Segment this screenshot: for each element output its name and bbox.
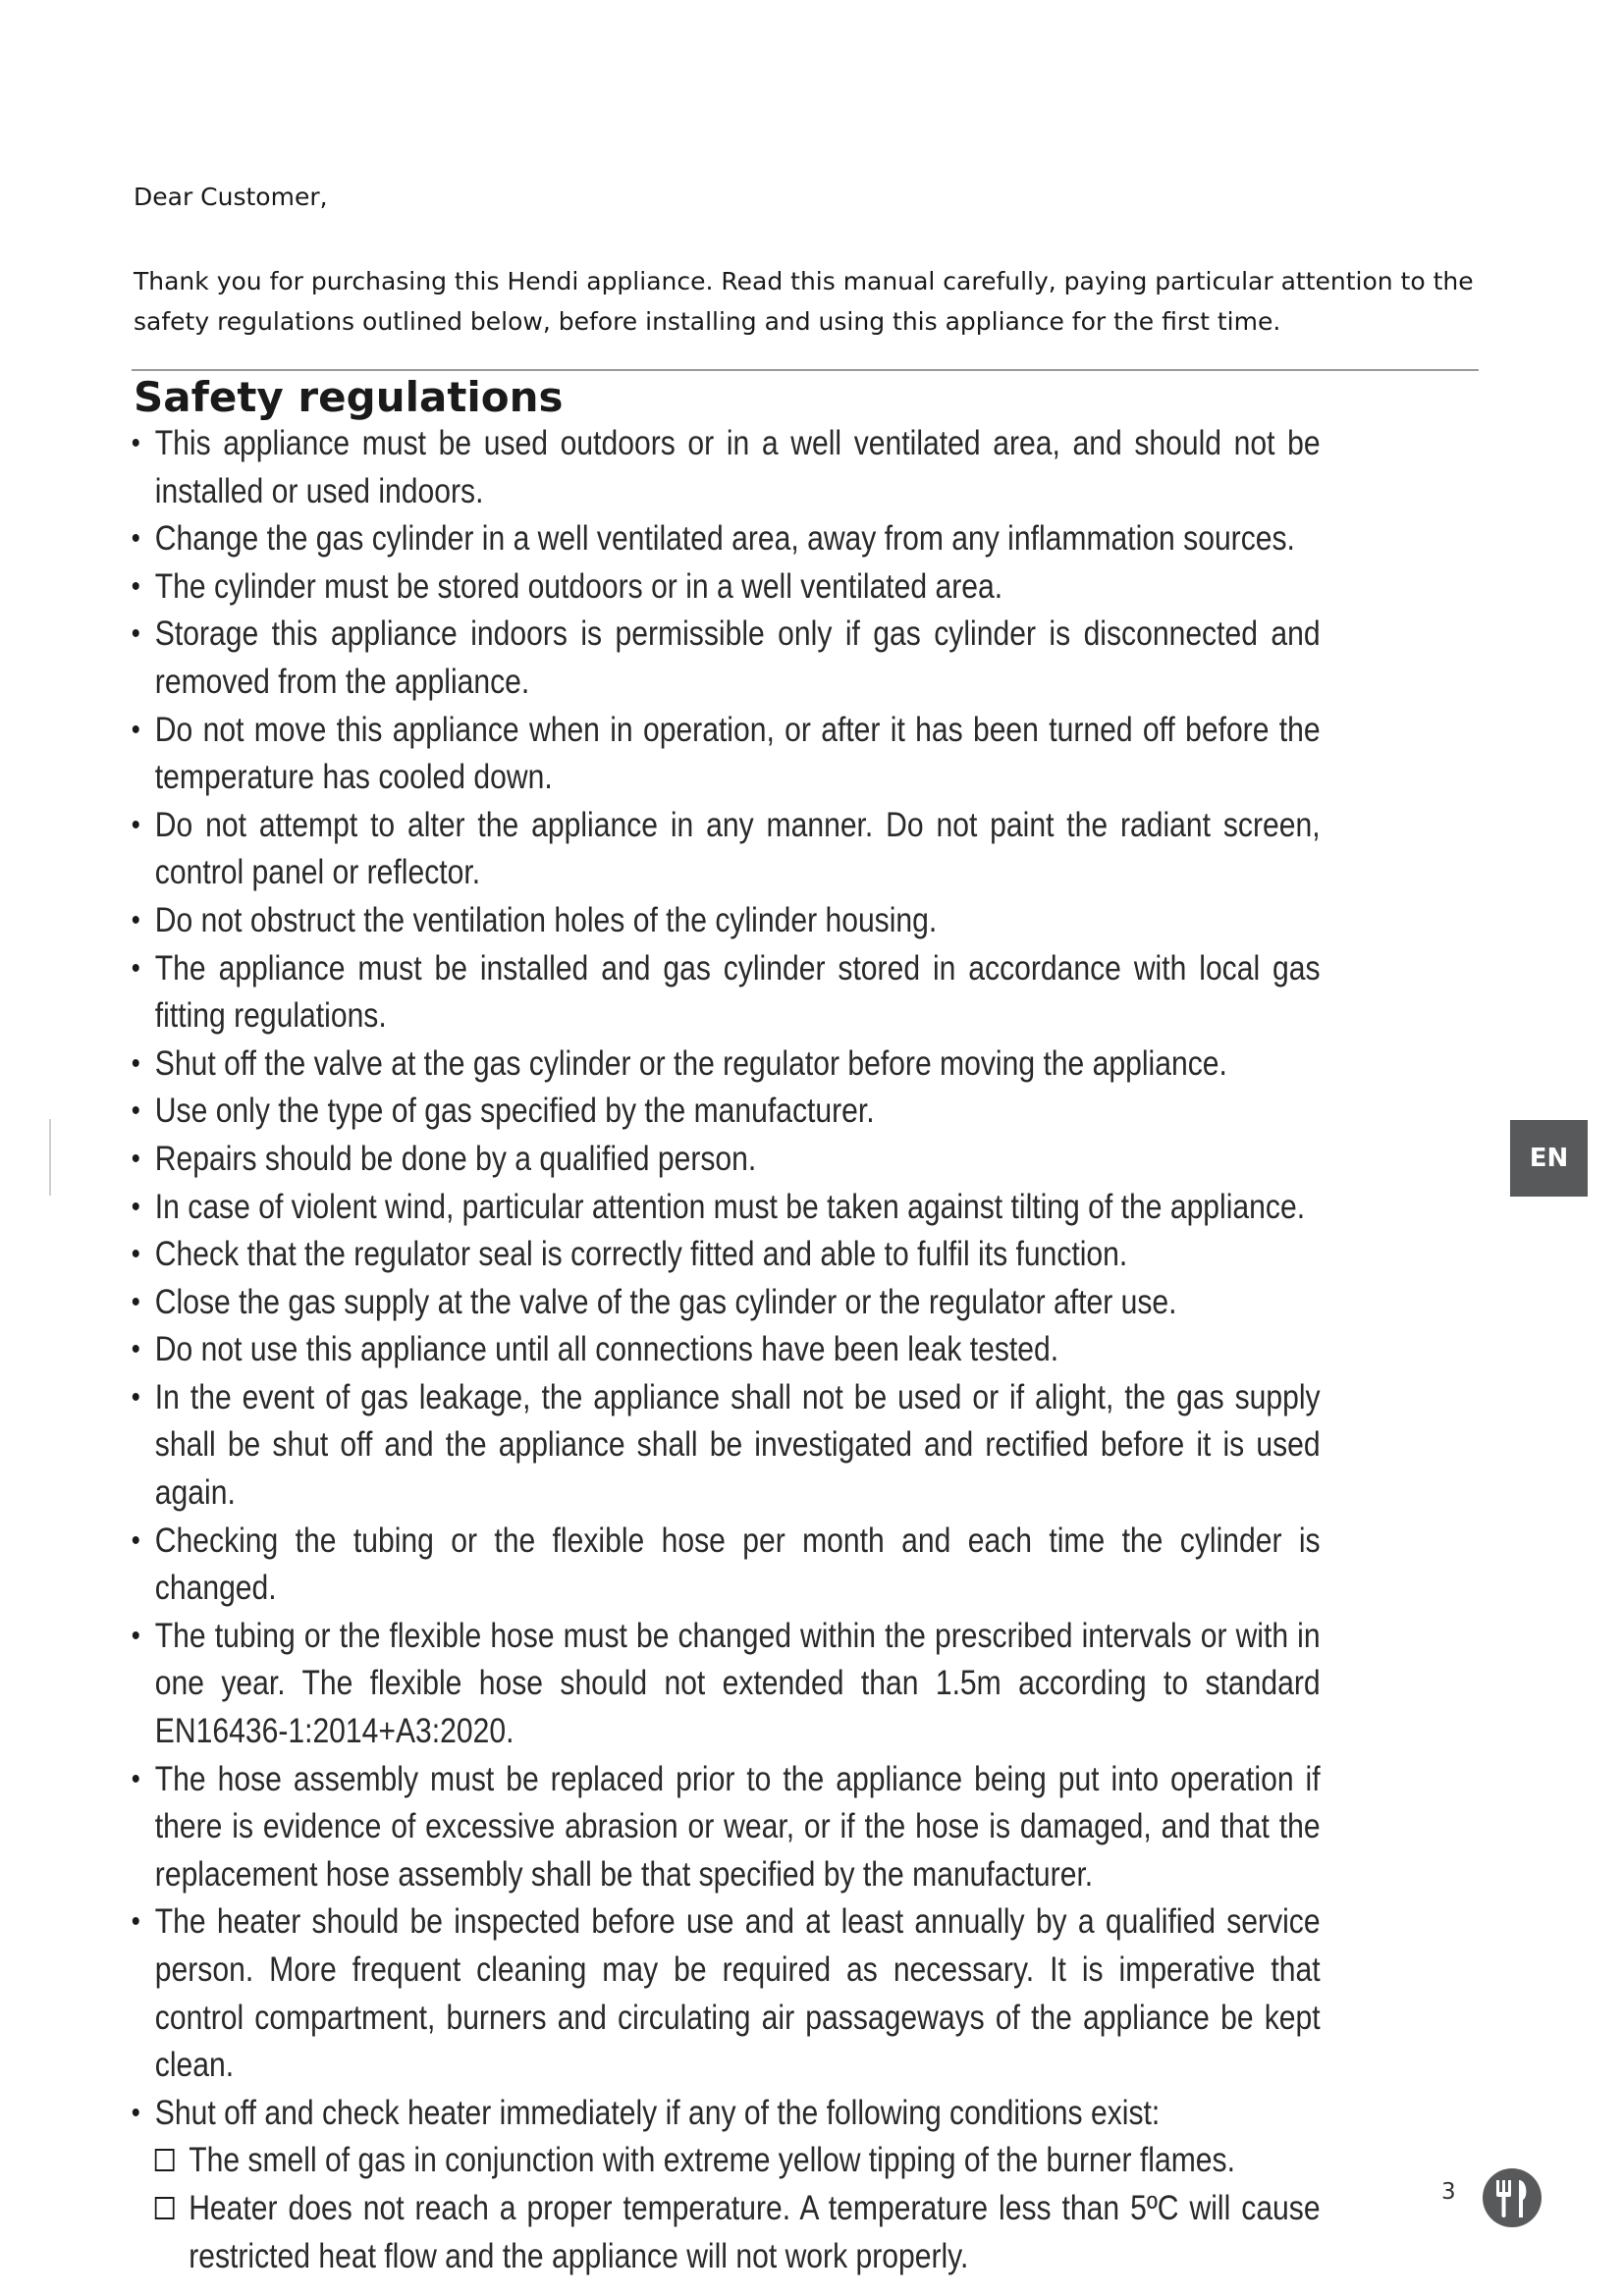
rule-text: Shut off the valve at the gas cylinder or the regulator before moving the appliance. <box>154 1043 1227 1083</box>
list-item <box>130 945 1321 1041</box>
rule-text: Checking the tubing or the flexible hose per month and each time the cylinder is changed. <box>154 1521 1321 1608</box>
list-item <box>130 1088 1321 1136</box>
rule-text: In the event of gas leakage, the appliance shall not be used or if alight, the gas supply shall be shut off and the appliance shall be investigated and rectified before it is used again. <box>154 1377 1321 1513</box>
bullet-icon: • <box>131 569 140 603</box>
rule-text: Use only the type of gas specified by the manufacturer. <box>154 1092 875 1131</box>
intro-paragraph: Thank you for purchasing this Hendi appliance. Read this manual carefully, paying particular attention to the safety regulations outlined below, before installing and using this appliance for the first time. <box>134 267 1474 336</box>
safety-rules-list <box>130 420 1321 2280</box>
list-item <box>130 1518 1321 1613</box>
margin-mark <box>49 1119 51 1196</box>
condition-text: Heater does not reach a proper temperature. A temperature less than 5ºC will cause restricted heat flow and the appliance will not work properly. <box>189 2188 1321 2275</box>
rule-text: Do not attempt to alter the appliance in any manner. Do not paint the radiant screen, control panel or reflector. <box>154 805 1321 892</box>
rule-text: Repairs should be done by a qualified person. <box>154 1139 757 1178</box>
rule-text: The tubing or the flexible hose must be changed within the prescribed intervals or with in one year. The flexible hose should not extended than 1.5m according to standard EN16436-1:2014+A3:2020. <box>154 1616 1321 1751</box>
rule-text: Check that the regulator seal is correctly fitted and able to fulfil its function. <box>154 1235 1128 1274</box>
list-item <box>130 897 1321 945</box>
list-item <box>130 1613 1321 1756</box>
language-tab: EN <box>1510 1120 1588 1197</box>
rule-text: Close the gas supply at the valve of the gas cylinder or the regulator after use. <box>154 1282 1177 1321</box>
list-item <box>130 707 1321 802</box>
rule-text: The heater should be inspected before use and at least annually by a qualified service person. More frequent cleaning may be required as necessary. It is imperative that control compartment, burners and circulating air passageways of the appliance be kept clean. <box>154 1902 1321 2085</box>
bullet-icon: • <box>131 1333 140 1366</box>
section-heading: Safety regulations <box>134 373 564 421</box>
bullet-icon: • <box>131 1523 140 1557</box>
rule-text: Do not move this appliance when in operation, or after it has been turned off before the temperature has cooled down. <box>154 710 1321 797</box>
list-item <box>130 1326 1321 1374</box>
rule-text: Change the gas cylinder in a well ventilated area, away from any inflammation sources. <box>154 519 1295 559</box>
list-item <box>130 1756 1321 1899</box>
rule-text: Do not obstruct the ventilation holes of the cylinder housing. <box>154 900 938 939</box>
bullet-icon: • <box>131 1380 140 1414</box>
condition-item <box>155 2137 1321 2185</box>
bullet-icon: • <box>131 1046 140 1080</box>
page-number: 3 <box>1441 2179 1456 2205</box>
condition-item <box>155 2185 1321 2280</box>
checkbox-icon <box>155 2149 175 2171</box>
bullet-icon: • <box>131 1619 140 1652</box>
list-item <box>130 420 1321 515</box>
bullet-icon: • <box>131 1762 140 1795</box>
bullet-icon: • <box>131 522 140 556</box>
rule-text: Storage this appliance indoors is permissible only if gas cylinder is disconnected and removed from the appliance. <box>154 614 1321 701</box>
rule-text: The appliance must be installed and gas cylinder stored in accordance with local gas fitting regulations. <box>154 948 1321 1036</box>
bullet-icon: • <box>131 1905 140 1939</box>
bullet-icon: • <box>131 1142 140 1175</box>
condition-text: The smell of gas in conjunction with extreme yellow tipping of the burner flames. <box>189 2141 1235 2180</box>
list-item <box>130 1279 1321 1327</box>
bullet-icon: • <box>131 1238 140 1271</box>
rule-text: The cylinder must be stored outdoors or in a well ventilated area. <box>154 566 1003 606</box>
rule-text: Do not use this appliance until all connections have been leak tested. <box>154 1330 1059 1369</box>
bullet-icon: • <box>131 808 140 841</box>
list-item <box>130 1041 1321 1089</box>
list-item <box>130 1898 1321 2089</box>
bullet-icon: • <box>131 1190 140 1223</box>
list-item <box>130 563 1321 612</box>
bullet-icon: • <box>131 1285 140 1318</box>
list-item <box>130 1184 1321 1232</box>
bullet-icon: • <box>131 903 140 936</box>
bullet-icon: • <box>131 427 140 459</box>
bullet-icon: • <box>131 951 140 985</box>
list-item <box>130 515 1321 563</box>
bullet-icon: • <box>131 713 140 746</box>
conditions-list <box>155 2137 1321 2280</box>
rule-text: This appliance must be used outdoors or in a well ventilated area, and should not be installed or used indoors. <box>154 424 1321 510</box>
bullet-icon: • <box>131 2096 140 2129</box>
list-item <box>130 1374 1321 1518</box>
list-item <box>130 1136 1321 1184</box>
cutlery-icon <box>1481 2166 1543 2229</box>
bullet-icon: • <box>131 1095 140 1128</box>
rule-text: Shut off and check heater immediately if any of the following conditions exist: <box>154 2093 1161 2132</box>
rule-text: In case of violent wind, particular attention must be taken against tilting of the appliance. <box>154 1187 1306 1226</box>
greeting: Dear Customer, <box>134 183 328 211</box>
rule-text: The hose assembly must be replaced prior to the appliance being put into operation if there is evidence of excessive abrasion or wear, or if the hose is damaged, and that the replacement hose assembly shall be that specified by the manufacturer. <box>154 1759 1321 1894</box>
list-item <box>130 802 1321 897</box>
checkbox-icon <box>155 2197 175 2219</box>
list-item <box>130 1231 1321 1279</box>
section-divider <box>132 369 1479 371</box>
list-item <box>130 2090 1321 2280</box>
bullet-icon: • <box>131 617 140 651</box>
list-item <box>130 611 1321 706</box>
